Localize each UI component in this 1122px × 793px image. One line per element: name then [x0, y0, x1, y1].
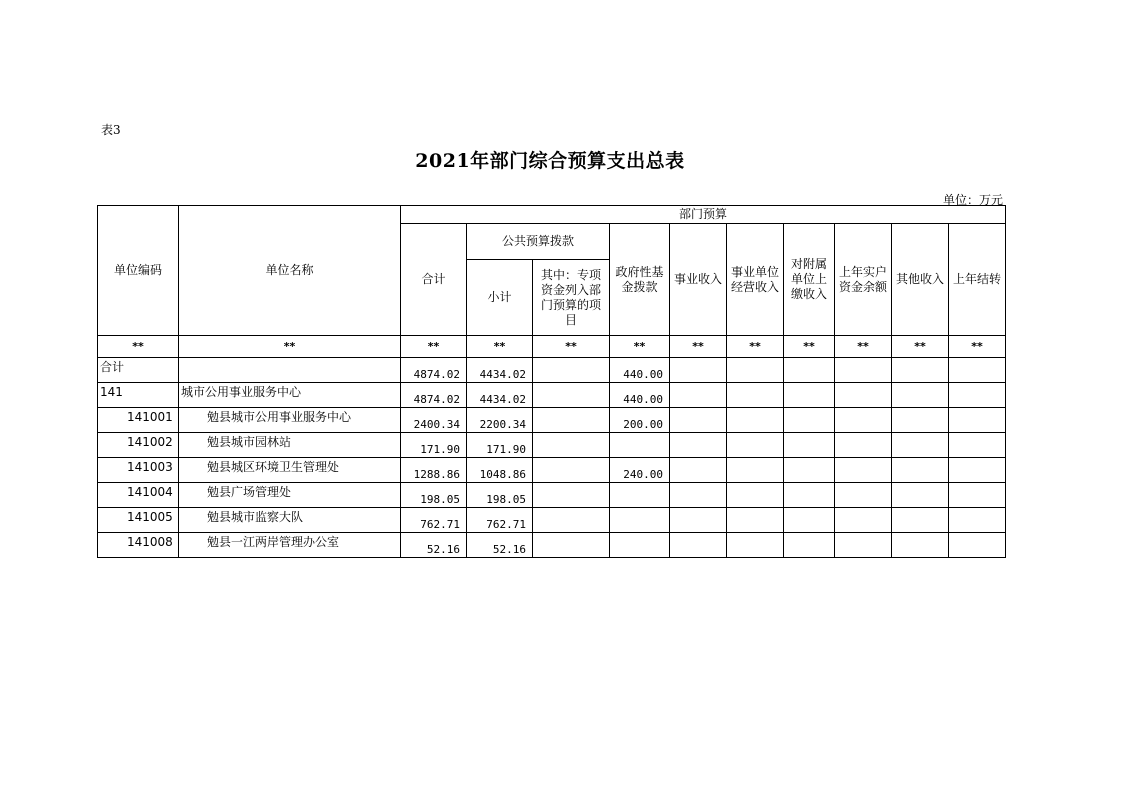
special-cell [533, 358, 610, 383]
total-cell: 2400.34 [401, 408, 467, 433]
header-special-funds: 其中：专项资金列入部门预算的项目 [533, 260, 610, 336]
gov-fund-cell: 240.00 [610, 458, 670, 483]
marker-cell: ** [467, 336, 533, 358]
subtotal-cell: 52.16 [467, 533, 533, 558]
subtotal-cell: 4434.02 [467, 358, 533, 383]
unit-code-cell: 141 [98, 383, 179, 408]
gov-fund-cell: 440.00 [610, 383, 670, 408]
page-title: 2021年部门综合预算支出总表 [415, 150, 685, 172]
header-public-budget: 公共预算拨款 [467, 224, 610, 260]
subtotal-cell: 1048.86 [467, 458, 533, 483]
balance-cell [835, 408, 892, 433]
table-row [98, 458, 1006, 483]
operating-cell [727, 483, 784, 508]
special-cell [533, 408, 610, 433]
business-cell [670, 433, 727, 458]
header-prior-year-carryover: 上年结转 [949, 224, 1006, 336]
special-cell [533, 483, 610, 508]
special-cell [533, 508, 610, 533]
marker-cell: ** [784, 336, 835, 358]
unit-name-cell [179, 358, 401, 383]
marker-cell: ** [98, 336, 179, 358]
header-prior-year-balance: 上年实户资金余额 [835, 224, 892, 336]
header-unit-name: 单位名称 [179, 206, 401, 336]
total-cell: 52.16 [401, 533, 467, 558]
marker-cell: ** [670, 336, 727, 358]
unit-name-cell: 勉县城市监察大队 [179, 508, 401, 533]
carryover-cell [949, 408, 1006, 433]
business-cell [670, 533, 727, 558]
gov-fund-cell [610, 433, 670, 458]
business-cell [670, 383, 727, 408]
other-cell [892, 433, 949, 458]
header-subsidiary-income: 对附属单位上缴收入 [784, 224, 835, 336]
special-cell [533, 533, 610, 558]
balance-cell [835, 358, 892, 383]
header-other-income: 其他收入 [892, 224, 949, 336]
balance-cell [835, 458, 892, 483]
balance-cell [835, 383, 892, 408]
subtotal-cell: 198.05 [467, 483, 533, 508]
header-subtotal: 小计 [467, 260, 533, 336]
unit-label: 单位：万元 [942, 193, 1003, 207]
gov-fund-cell: 200.00 [610, 408, 670, 433]
operating-cell [727, 433, 784, 458]
gov-fund-cell [610, 483, 670, 508]
marker-cell: ** [727, 336, 784, 358]
unit-name-cell: 勉县城市公用事业服务中心 [179, 408, 401, 433]
subtotal-cell: 2200.34 [467, 408, 533, 433]
gov-fund-cell [610, 533, 670, 558]
header-unit-code: 单位编码 [98, 206, 179, 336]
other-cell [892, 358, 949, 383]
carryover-cell [949, 508, 1006, 533]
operating-cell [727, 383, 784, 408]
subtotal-cell: 171.90 [467, 433, 533, 458]
operating-cell [727, 408, 784, 433]
unit-code-cell: 141008 [98, 533, 179, 558]
other-cell [892, 483, 949, 508]
business-cell [670, 508, 727, 533]
unit-code-cell: 141004 [98, 483, 179, 508]
marker-cell: ** [610, 336, 670, 358]
balance-cell [835, 483, 892, 508]
subsidiary-cell [784, 533, 835, 558]
special-cell [533, 458, 610, 483]
marker-cell: ** [949, 336, 1006, 358]
gov-fund-cell: 440.00 [610, 358, 670, 383]
unit-name-cell: 勉县一江两岸管理办公室 [179, 533, 401, 558]
total-cell: 4874.02 [401, 358, 467, 383]
table-row [98, 408, 1006, 433]
operating-cell [727, 533, 784, 558]
balance-cell [835, 433, 892, 458]
other-cell [892, 458, 949, 483]
budget-table [97, 205, 1006, 558]
marker-cell: ** [179, 336, 401, 358]
table-number: 表3 [101, 123, 121, 137]
unit-code-cell: 141003 [98, 458, 179, 483]
unit-name-cell: 城市公用事业服务中心 [179, 383, 401, 408]
business-cell [670, 358, 727, 383]
business-cell [670, 408, 727, 433]
subsidiary-cell [784, 358, 835, 383]
business-cell [670, 483, 727, 508]
header-gov-fund: 政府性基金拨款 [610, 224, 670, 336]
table-row [98, 433, 1006, 458]
operating-cell [727, 358, 784, 383]
total-cell: 4874.02 [401, 383, 467, 408]
table-row [98, 533, 1006, 558]
table-row [98, 483, 1006, 508]
carryover-cell [949, 458, 1006, 483]
marker-cell: ** [401, 336, 467, 358]
carryover-cell [949, 533, 1006, 558]
special-cell [533, 383, 610, 408]
header-operating-income: 事业单位经营收入 [727, 224, 784, 336]
total-cell: 171.90 [401, 433, 467, 458]
marker-cell: ** [835, 336, 892, 358]
subsidiary-cell [784, 408, 835, 433]
table-row-total [98, 358, 1006, 383]
other-cell [892, 408, 949, 433]
subtotal-cell: 4434.02 [467, 383, 533, 408]
unit-name-cell: 勉县城市园林站 [179, 433, 401, 458]
operating-cell [727, 508, 784, 533]
special-cell [533, 433, 610, 458]
unit-code-cell: 合计 [98, 358, 179, 383]
gov-fund-cell [610, 508, 670, 533]
marker-row [98, 336, 1006, 358]
subsidiary-cell [784, 508, 835, 533]
marker-cell: ** [533, 336, 610, 358]
unit-name-cell: 勉县城区环境卫生管理处 [179, 458, 401, 483]
table-row [98, 383, 1006, 408]
subsidiary-cell [784, 458, 835, 483]
carryover-cell [949, 433, 1006, 458]
other-cell [892, 533, 949, 558]
balance-cell [835, 533, 892, 558]
other-cell [892, 508, 949, 533]
unit-code-cell: 141005 [98, 508, 179, 533]
subtotal-cell: 762.71 [467, 508, 533, 533]
operating-cell [727, 458, 784, 483]
table-row [98, 508, 1006, 533]
subsidiary-cell [784, 383, 835, 408]
other-cell [892, 383, 949, 408]
subsidiary-cell [784, 433, 835, 458]
header-total: 合计 [401, 224, 467, 336]
marker-cell: ** [892, 336, 949, 358]
carryover-cell [949, 358, 1006, 383]
carryover-cell [949, 383, 1006, 408]
unit-code-cell: 141002 [98, 433, 179, 458]
balance-cell [835, 508, 892, 533]
unit-code-cell: 141001 [98, 408, 179, 433]
header-dept-budget: 部门预算 [401, 206, 1006, 224]
unit-name-cell: 勉县广场管理处 [179, 483, 401, 508]
total-cell: 1288.86 [401, 458, 467, 483]
carryover-cell [949, 483, 1006, 508]
total-cell: 762.71 [401, 508, 467, 533]
total-cell: 198.05 [401, 483, 467, 508]
business-cell [670, 458, 727, 483]
header-business-income: 事业收入 [670, 224, 727, 336]
subsidiary-cell [784, 483, 835, 508]
